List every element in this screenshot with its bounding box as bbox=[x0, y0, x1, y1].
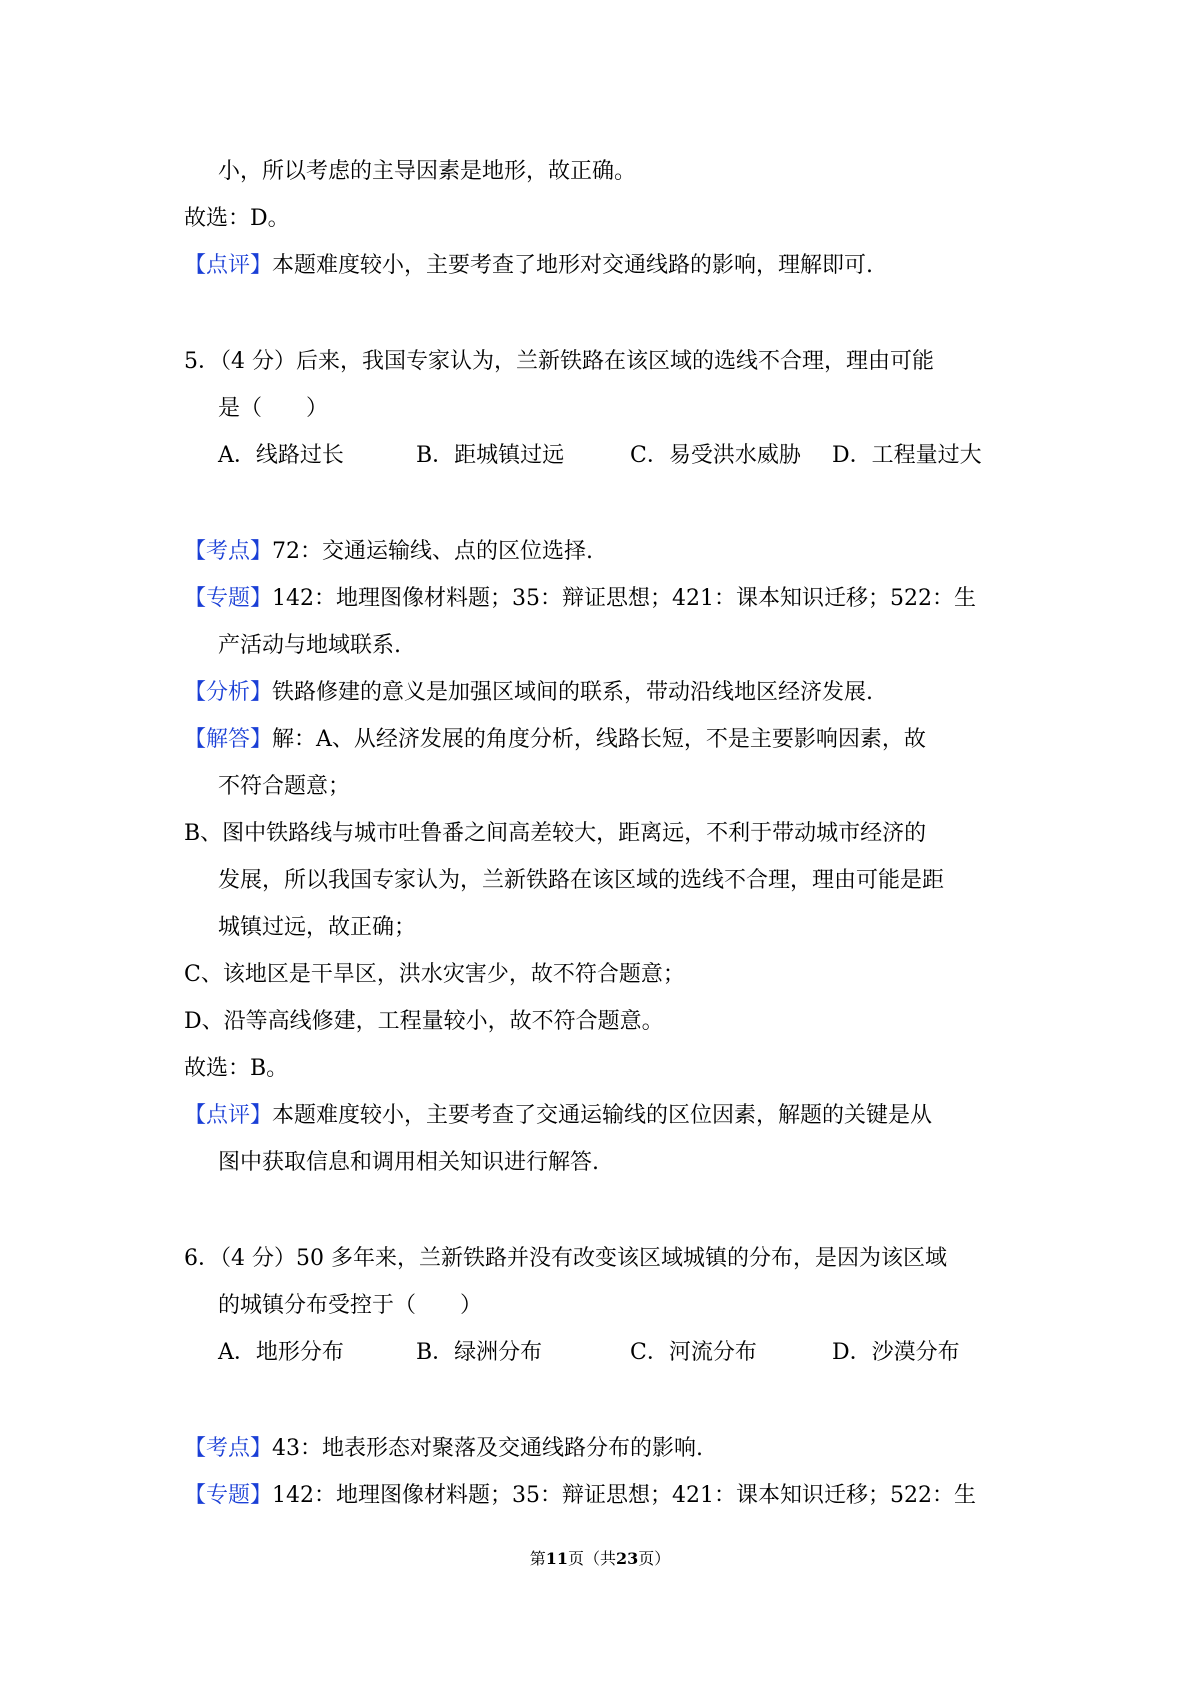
q5-kaodian bbox=[184, 537, 593, 567]
jieda-tag: 【解答】 bbox=[184, 727, 273, 752]
zhuanti-tag: 【专题】 bbox=[184, 1483, 273, 1508]
kaodian-text: 72：交通运输线、点的区位选择. bbox=[272, 539, 594, 564]
q6-option-d: D．沙漠分布 bbox=[832, 1340, 960, 1365]
q6-stem-line1: 6．（4 分）50 多年来，兰新铁路并没有改变该区域城镇的分布，是因为该区域 bbox=[184, 1246, 947, 1271]
kaodian-tag: 【考点】 bbox=[184, 1436, 273, 1461]
footer-suffix: 页） bbox=[638, 1549, 671, 1568]
review-tag: 【点评】 bbox=[184, 253, 273, 278]
prev-review bbox=[184, 251, 873, 281]
q5-review-line2: 图中获取信息和调用相关知识进行解答. bbox=[218, 1150, 599, 1175]
q6-zhuanti bbox=[184, 1481, 976, 1511]
total-pages: 23 bbox=[616, 1549, 639, 1568]
q6-stem-line2: 的城镇分布受控于（ ） bbox=[218, 1293, 483, 1318]
prev-explanation-cont: 小，所以考虑的主导因素是地形，故正确。 bbox=[218, 159, 637, 184]
q5-option-a: A．线路过长 bbox=[218, 443, 344, 468]
footer-prefix: 第 bbox=[529, 1549, 546, 1568]
zhuanti-tag: 【专题】 bbox=[184, 586, 273, 611]
q5-explain-b-line1: B、图中铁路线与城市吐鲁番之间高差较大，距离远，不利于带动城市经济的 bbox=[184, 821, 927, 846]
q5-fenxi bbox=[184, 678, 873, 708]
review-text: 本题难度较小，主要考查了交通运输线的区位因素，解题的关键是从 bbox=[272, 1103, 933, 1128]
q5-stem-line1: 5．（4 分）后来，我国专家认为，兰新铁路在该区域的选线不合理，理由可能 bbox=[184, 349, 934, 374]
q5-jieda-line2: 不符合题意； bbox=[218, 774, 351, 799]
q5-option-d: D．工程量过大 bbox=[832, 443, 982, 468]
q5-jieda bbox=[184, 725, 926, 755]
review-text: 本题难度较小，主要考查了地形对交通线路的影响，理解即可. bbox=[272, 253, 874, 278]
q5-explain-c: C、该地区是干旱区，洪水灾害少，故不符合题意； bbox=[184, 962, 685, 987]
zhuanti-text: 142：地理图像材料题；35：辩证思想；421：课本知识迁移；522：生 bbox=[272, 586, 976, 611]
q5-answer: 故选：B。 bbox=[184, 1056, 289, 1081]
q5-explain-d: D、沿等高线修建，工程量较小，故不符合题意。 bbox=[184, 1009, 664, 1034]
kaodian-text: 43：地表形态对聚落及交通线路分布的影响. bbox=[272, 1436, 704, 1461]
q5-explain-b-line3: 城镇过远，故正确； bbox=[218, 915, 417, 940]
q5-option-c: C．易受洪水威胁 bbox=[630, 443, 801, 468]
q5-zhuanti bbox=[184, 584, 976, 614]
page-number: 11 bbox=[545, 1549, 568, 1568]
q6-option-b: B．绿洲分布 bbox=[416, 1340, 543, 1365]
fenxi-tag: 【分析】 bbox=[184, 680, 273, 705]
kaodian-tag: 【考点】 bbox=[184, 539, 273, 564]
page-footer bbox=[0, 1548, 1200, 1570]
jieda-text: 解：A、从经济发展的角度分析，线路长短，不是主要影响因素，故 bbox=[272, 727, 926, 752]
q6-option-c: C．河流分布 bbox=[630, 1340, 757, 1365]
fenxi-text: 铁路修建的意义是加强区域间的联系，带动沿线地区经济发展. bbox=[272, 680, 874, 705]
q5-option-b: B．距城镇过远 bbox=[416, 443, 565, 468]
zhuanti-text: 142：地理图像材料题；35：辩证思想；421：课本知识迁移；522：生 bbox=[272, 1483, 976, 1508]
q5-review bbox=[184, 1101, 932, 1131]
prev-answer: 故选：D。 bbox=[184, 206, 290, 231]
review-tag: 【点评】 bbox=[184, 1103, 273, 1128]
q6-kaodian bbox=[184, 1434, 703, 1464]
q5-explain-b-line2: 发展，所以我国专家认为，兰新铁路在该区域的选线不合理，理由可能是距 bbox=[218, 868, 945, 893]
q6-option-a: A．地形分布 bbox=[218, 1340, 344, 1365]
q5-zhuanti-line2: 产活动与地域联系. bbox=[218, 633, 401, 658]
footer-middle: 页（共 bbox=[567, 1549, 616, 1568]
q5-stem-line2: 是（ ） bbox=[218, 396, 329, 421]
